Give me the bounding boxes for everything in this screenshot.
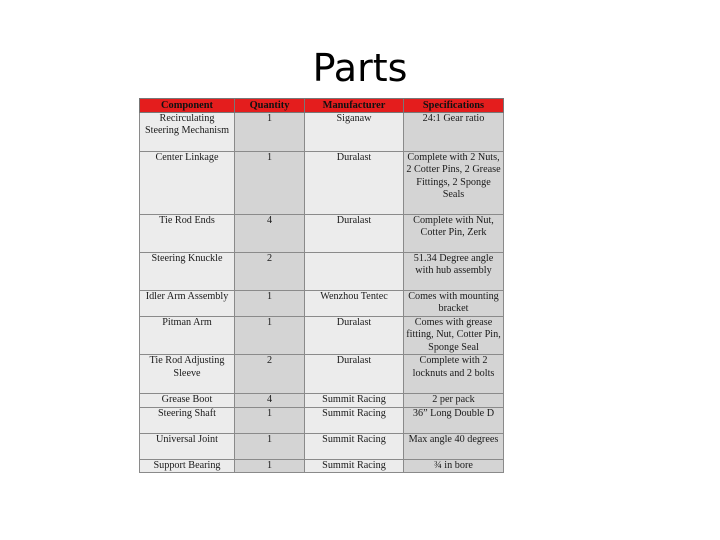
header-component: Component — [140, 99, 235, 113]
table-row — [140, 407, 504, 433]
cell-quantity: 1 — [235, 407, 305, 433]
cell-specifications: 36” Long Double D — [404, 407, 504, 433]
header-quantity: Quantity — [235, 99, 305, 113]
header-manufacturer: Manufacturer — [305, 99, 404, 113]
cell-specifications: ¾ in bore — [404, 459, 504, 472]
table-header-row — [140, 99, 504, 113]
cell-quantity: 1 — [235, 433, 305, 459]
cell-component: Support Bearing — [140, 459, 235, 472]
cell-component: Steering Knuckle — [140, 253, 235, 291]
cell-component: Center Linkage — [140, 152, 235, 215]
parts-table-body — [140, 113, 504, 473]
cell-manufacturer — [305, 253, 404, 291]
cell-component: Tie Rod Ends — [140, 215, 235, 253]
cell-manufacturer: Siganaw — [305, 113, 404, 152]
cell-manufacturer: Duralast — [305, 215, 404, 253]
cell-specifications: Max angle 40 degrees — [404, 433, 504, 459]
cell-quantity: 1 — [235, 113, 305, 152]
table-row — [140, 394, 504, 407]
table-row — [140, 152, 504, 215]
table-row — [140, 253, 504, 291]
cell-manufacturer: Wenzhou Tentec — [305, 291, 404, 317]
cell-manufacturer: Duralast — [305, 355, 404, 394]
table-row — [140, 433, 504, 459]
cell-quantity: 2 — [235, 253, 305, 291]
cell-component: Steering Shaft — [140, 407, 235, 433]
cell-specifications: 2 per pack — [404, 394, 504, 407]
cell-specifications: Comes with grease fitting, Nut, Cotter Pin, Sponge Seal — [404, 317, 504, 355]
cell-component: Recirculating Steering Mechanism — [140, 113, 235, 152]
parts-table — [139, 98, 504, 473]
cell-component: Pitman Arm — [140, 317, 235, 355]
slide-title: Parts — [312, 46, 408, 90]
cell-specifications: Complete with 2 locknuts and 2 bolts — [404, 355, 504, 394]
cell-manufacturer: Summit Racing — [305, 433, 404, 459]
cell-specifications: Comes with mounting bracket — [404, 291, 504, 317]
cell-component: Universal Joint — [140, 433, 235, 459]
table-row — [140, 459, 504, 472]
cell-component: Idler Arm Assembly — [140, 291, 235, 317]
table-row — [140, 291, 504, 317]
table-row — [140, 317, 504, 355]
cell-manufacturer: Duralast — [305, 152, 404, 215]
cell-specifications: 51.34 Degree angle with hub assembly — [404, 253, 504, 291]
cell-component: Tie Rod Adjusting Sleeve — [140, 355, 235, 394]
table-row — [140, 355, 504, 394]
cell-specifications: Complete with Nut, Cotter Pin, Zerk — [404, 215, 504, 253]
table-row — [140, 113, 504, 152]
cell-quantity: 4 — [235, 394, 305, 407]
cell-quantity: 1 — [235, 152, 305, 215]
cell-specifications: 24:1 Gear ratio — [404, 113, 504, 152]
header-specifications: Specifications — [404, 99, 504, 113]
cell-manufacturer: Summit Racing — [305, 394, 404, 407]
table-row — [140, 215, 504, 253]
cell-quantity: 1 — [235, 459, 305, 472]
cell-specifications: Complete with 2 Nuts, 2 Cotter Pins, 2 Grease Fittings, 2 Sponge Seals — [404, 152, 504, 215]
cell-component: Grease Boot — [140, 394, 235, 407]
cell-quantity: 1 — [235, 317, 305, 355]
cell-quantity: 4 — [235, 215, 305, 253]
cell-manufacturer: Summit Racing — [305, 407, 404, 433]
cell-manufacturer: Duralast — [305, 317, 404, 355]
cell-quantity: 1 — [235, 291, 305, 317]
cell-quantity: 2 — [235, 355, 305, 394]
cell-manufacturer: Summit Racing — [305, 459, 404, 472]
